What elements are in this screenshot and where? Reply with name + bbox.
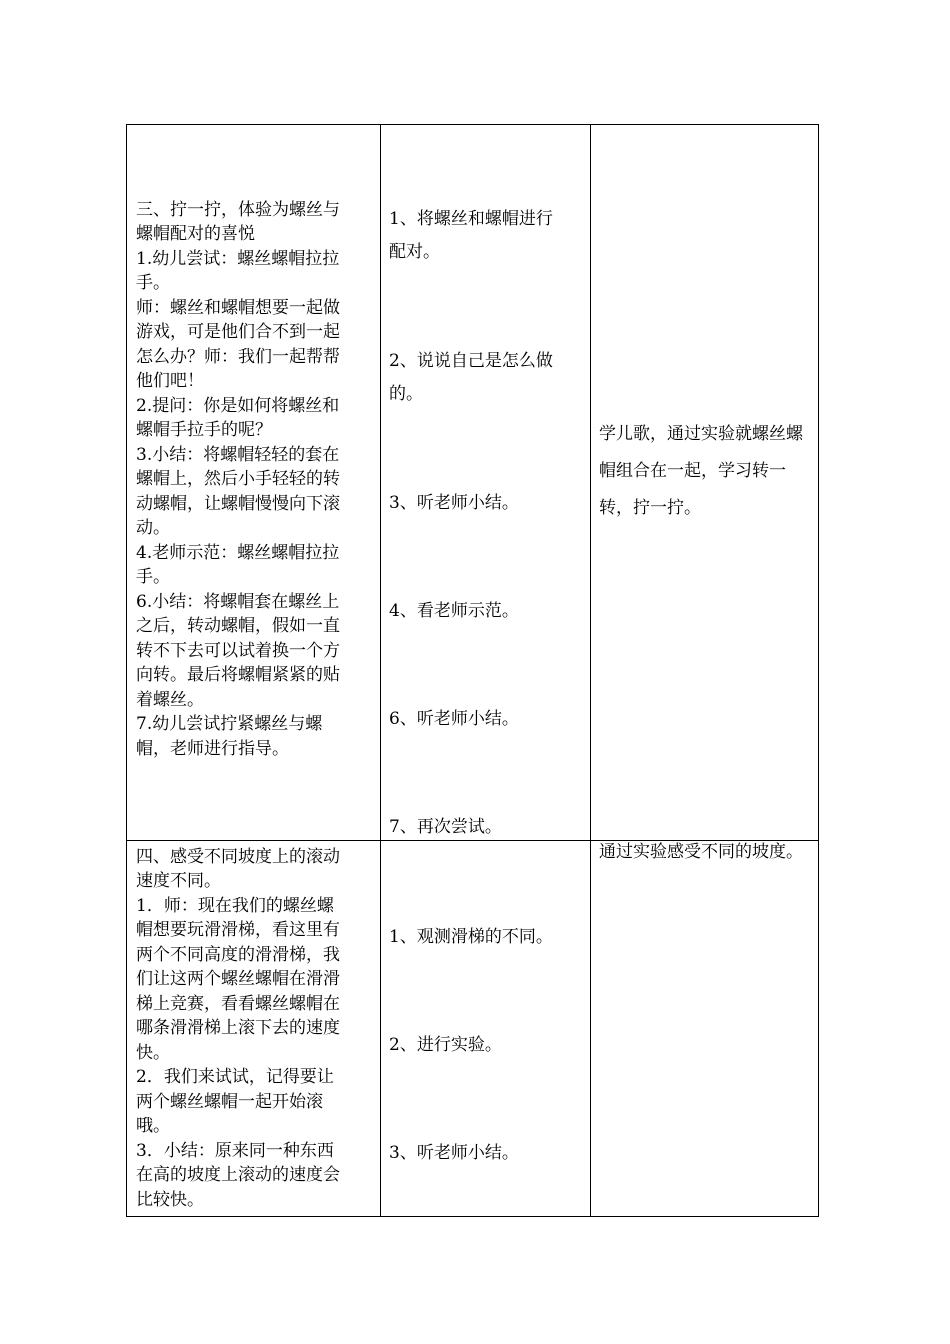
row2-activity-line: 哦。 bbox=[136, 1116, 170, 1136]
row1-child-cell bbox=[380, 124, 591, 841]
row1-activity-line: 游戏，可是他们合不到一起 bbox=[136, 322, 340, 342]
row2-activity-line: 3．小结：原来同一种东西 bbox=[136, 1141, 334, 1161]
row2-activity-line: 两个螺丝螺帽一起开始滚 bbox=[136, 1092, 323, 1112]
row2-child-line: 1、观测滑梯的不同。 bbox=[389, 927, 553, 947]
row1-activity-line: 螺帽配对的喜悦 bbox=[136, 224, 255, 244]
row2-activity-line: 比较快。 bbox=[136, 1190, 204, 1210]
row2-activity-line: 1．师：现在我们的螺丝螺 bbox=[136, 896, 334, 916]
row1-activity-line: 向转。最后将螺帽紧紧的贴 bbox=[136, 665, 340, 685]
row1-activity-line: 4.老师示范：螺丝螺帽拉拉 bbox=[136, 543, 340, 563]
row2-child-line: 3、听老师小结。 bbox=[389, 1143, 519, 1163]
row1-activity-line: 他们吧！ bbox=[136, 371, 204, 391]
row2-activity-line: 两个不同高度的滑滑梯，我 bbox=[136, 945, 340, 965]
row1-child-line: 2、说说自己是怎么做 bbox=[389, 351, 553, 371]
row1-activity-line: 手。 bbox=[136, 273, 170, 293]
row2-activity-line: 2．我们来试试，记得要让 bbox=[136, 1067, 334, 1087]
row1-activity-line: 2.提问：你是如何将螺丝和 bbox=[136, 396, 340, 416]
row1-child-line: 7、再次尝试。 bbox=[389, 817, 502, 837]
row1-activity-line: 动。 bbox=[136, 518, 170, 538]
row1-activity-line: 7.幼儿尝试拧紧螺丝与螺 bbox=[136, 714, 323, 734]
row1-activity-line: 转不下去可以试着换一个方 bbox=[136, 641, 340, 661]
row2-activity-line: 们让这两个螺丝螺帽在滑滑 bbox=[136, 969, 340, 989]
row1-activity-line: 3.小结：将螺帽轻轻的套在 bbox=[136, 445, 340, 465]
row2-activity-line: 帽想要玩滑滑梯，看这里有 bbox=[136, 920, 340, 940]
row1-activity-line: 螺帽上，然后小手轻轻的转 bbox=[136, 469, 340, 489]
row1-child-line: 配对。 bbox=[389, 242, 440, 262]
row1-activity-line: 三、拧一拧，体验为螺丝与 bbox=[136, 200, 340, 220]
row1-child-line: 1、将螺丝和螺帽进行 bbox=[389, 209, 553, 229]
row2-purpose-cell bbox=[590, 840, 819, 1217]
row2-activity-line: 快。 bbox=[136, 1043, 170, 1063]
row1-activity-line: 着螺丝。 bbox=[136, 690, 204, 710]
row1-purpose-text: 学儿歌，通过实验就螺丝螺帽组合在一起，学习转一转，拧一拧。 bbox=[599, 424, 803, 518]
row1-child-line: 4、看老师示范。 bbox=[389, 601, 519, 621]
row1-activity-line: 之后，转动螺帽，假如一直 bbox=[136, 616, 340, 636]
row2-purpose-text: 通过实验感受不同的坡度。 bbox=[599, 842, 803, 862]
row2-activity-line: 速度不同。 bbox=[136, 871, 221, 891]
row1-activity-line: 手。 bbox=[136, 567, 170, 587]
row1-activity-line: 怎么办？师：我们一起帮帮 bbox=[136, 347, 340, 367]
row2-activity-line: 四、感受不同坡度上的滚动 bbox=[136, 847, 340, 867]
row1-activity-line: 师：螺丝和螺帽想要一起做 bbox=[136, 298, 340, 318]
row1-activity-line: 螺帽手拉手的呢？ bbox=[136, 420, 272, 440]
row2-activity-line: 哪条滑滑梯上滚下去的速度 bbox=[136, 1018, 340, 1038]
row1-activity-line: 动螺帽，让螺帽慢慢向下滚 bbox=[136, 494, 340, 514]
row1-child-line: 的。 bbox=[389, 384, 423, 404]
row1-child-line: 6、听老师小结。 bbox=[389, 709, 519, 729]
row1-activity-line: 1.幼儿尝试：螺丝螺帽拉拉 bbox=[136, 249, 340, 269]
row2-activity-line: 在高的坡度上滚动的速度会 bbox=[136, 1165, 340, 1185]
row1-child-line: 3、听老师小结。 bbox=[389, 493, 519, 513]
row1-activity-line: 帽，老师进行指导。 bbox=[136, 739, 289, 759]
row2-child-line: 2、进行实验。 bbox=[389, 1035, 502, 1055]
row2-activity-line: 梯上竞赛，看看螺丝螺帽在 bbox=[136, 994, 340, 1014]
row1-activity-line: 6.小结：将螺帽套在螺丝上 bbox=[136, 592, 340, 612]
